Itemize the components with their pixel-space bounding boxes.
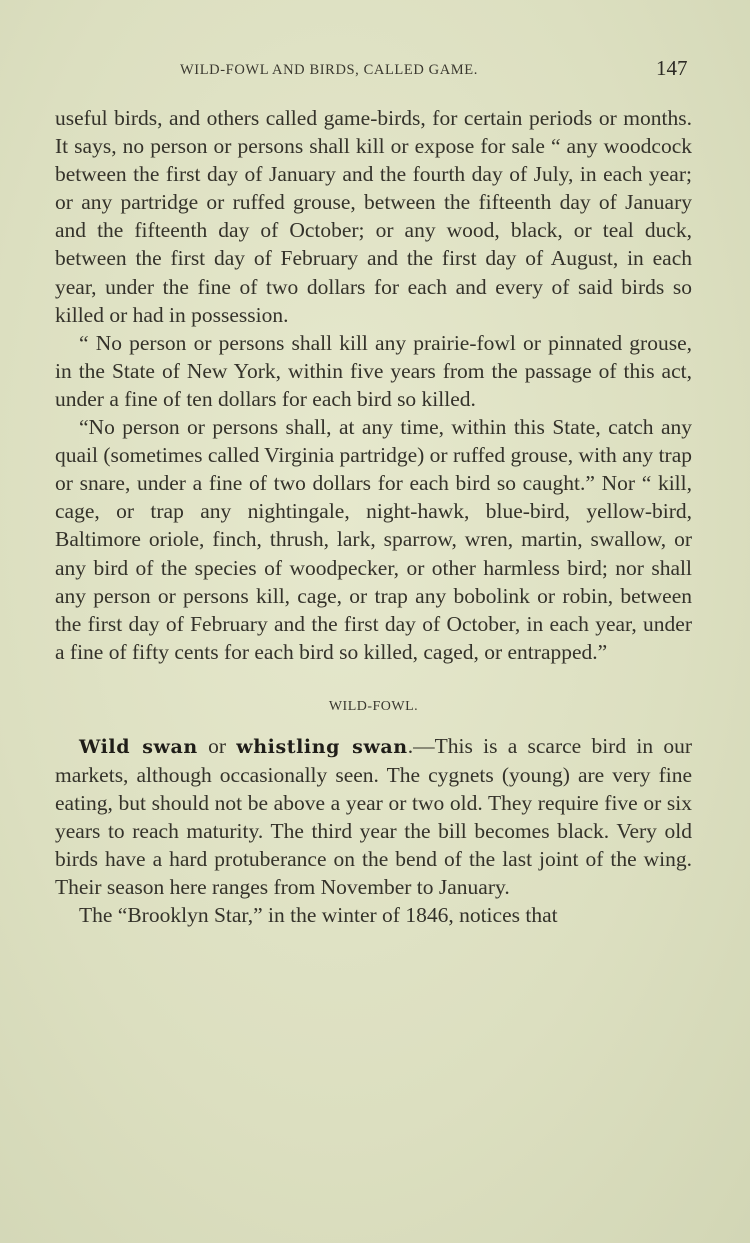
- entry-term-whistling-swan: whistling swan: [236, 735, 408, 758]
- entry-connector: or: [197, 733, 237, 758]
- page-body: [55, 104, 692, 930]
- section-heading: WILD-FOWL.: [328, 698, 419, 714]
- page-number: 147: [656, 56, 688, 80]
- paragraph-game-laws: useful birds, and others called game-birds, for certain periods or months. It says, no person or persons shall kill or expose for sale “ any woodcock between the first day of January and the fourth day of July, in each year; or any partridge or ruffed grouse, between the fifteenth day of January and the fifteenth day of October; or any wood, black, or teal duck, between the first day of February and the first day of August, in each year, under the fine of two dollars for each and every of said birds so killed or had in possession.: [55, 106, 692, 327]
- entry-description: .—This is a scarce bird in our markets, although occasionally seen. The cygnets (young) are very fine eating, but should not be above a year or two old. They require five or six years to reach maturity. The third year the bill becomes black. Very old birds have a hard protuberance on the bend of the last joint of the wing. Their season here ranges from November to January.: [55, 733, 692, 900]
- paragraph-quail: “No person or persons shall, at any time, within this State, catch any quail (sometimes called Virginia partridge) or ruffed grouse, with any trap or snare, under a fine of two dollars for each bird so caught.” Nor “ kill, cage, or trap any nightingale, night-hawk, blue-bird, yellow-bird, Baltimore oriole, finch, thrush, lark, sparrow, wren, martin, swallow, or any bird of the species of woodpecker, or other harmless bird; nor shall any person or persons kill, cage, or trap any bobolink or robin, between the first day of February and the first day of October, in each year, under a fine of fifty cents for each bird so killed, caged, or entrapped.”: [55, 415, 692, 664]
- paragraph-brooklyn-star: The “Brooklyn Star,” in the winter of 1846, notices that: [79, 903, 558, 928]
- running-head: WILD-FOWL AND BIRDS, CALLED GAME.: [180, 62, 478, 78]
- entry-term-wild-swan: Wild swan: [79, 735, 198, 758]
- paragraph-prairie-fowl: “ No person or persons shall kill any prairie-fowl or pinnated grouse, in the State of New York, within five years from the passage of this act, under a fine of ten dollars for each bird so killed.: [55, 330, 692, 411]
- paragraph-wild-swan: [55, 732, 692, 902]
- page-header: [0, 52, 750, 82]
